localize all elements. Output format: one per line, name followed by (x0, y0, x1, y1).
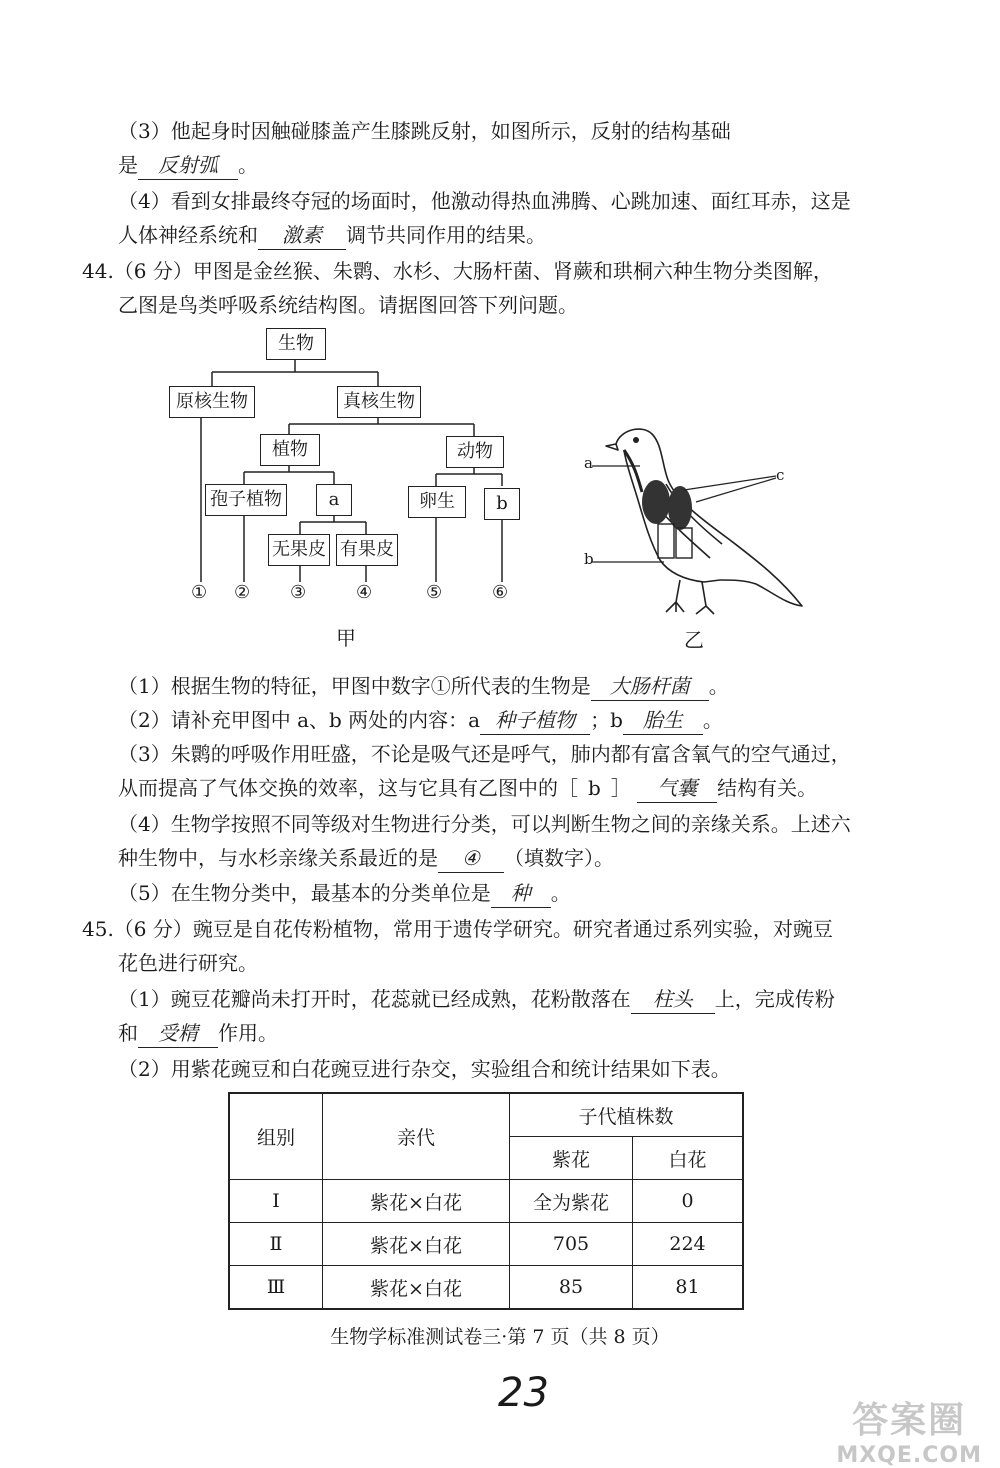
bird-respiratory-figure (580, 420, 820, 640)
watermark-text: 答案圈 (852, 1400, 967, 1441)
answer-fertilization: 受精 (138, 1019, 218, 1048)
answer-species: 种 (491, 879, 551, 908)
handwritten-page-number: 23 (498, 1370, 549, 1416)
q45-sub1-line2: 和 受精 作用。 (118, 1019, 278, 1048)
q45-heading-line2: 花色进行研究。 (118, 951, 258, 975)
node-plant: 植物 (260, 434, 320, 466)
answer-air-sac: 气囊 (637, 774, 717, 803)
q43-part3-line1: （3）他起身时因触碰膝盖产生膝跳反射，如图所示，反射的结构基础 (118, 119, 731, 143)
page-footer: 生物学标准测试卷三·第 7 页（共 8 页） (330, 1326, 670, 1348)
leaf-number-5: ⑤ (426, 582, 443, 603)
answer-number-4: ④ (438, 844, 504, 873)
cell-white: 0 (633, 1180, 744, 1223)
table-row (229, 1266, 743, 1310)
answer-viviparous: 胎生 (623, 706, 703, 735)
leaf-number-4: ④ (356, 582, 373, 603)
q44-sub4-line2: 种生物中，与水杉亲缘关系最近的是 ④ （填数字）。 (118, 844, 614, 873)
answer-letter-b: b (588, 776, 601, 800)
header-offspring: 子代植株数 (510, 1093, 744, 1137)
leaf-number-1: ① (191, 582, 208, 603)
cell-purple: 705 (510, 1223, 633, 1266)
node-organism: 生物 (266, 328, 326, 360)
cell-parent: 紫花×白花 (323, 1266, 510, 1310)
q44-sub5: （5）在生物分类中，最基本的分类单位是 种 。 (118, 879, 571, 908)
leaf-number-2: ② (234, 582, 251, 603)
table-row (229, 1180, 743, 1223)
q45-heading-line1: 45.（6 分）豌豆是自花传粉植物，常用于遗传学研究。研究者通过系列实验，对豌豆 (82, 917, 833, 941)
q43-part4-line1: （4）看到女排最终夺冠的场面时，他激动得热血沸腾、心跳加速、面红耳赤，这是 (118, 189, 851, 213)
q44-sub3-line1: （3）朱鹮的呼吸作用旺盛，不论是吸气还是呼气，肺内都有富含氧气的空气通过， (118, 742, 851, 766)
q43-part3-line2: 是 反射弧 。 (118, 151, 258, 180)
cell-parent: 紫花×白花 (323, 1223, 510, 1266)
answer-stigma: 柱头 (631, 985, 715, 1014)
answer-hormone: 激素 (258, 221, 346, 250)
answer-reflex-arc: 反射弧 (138, 151, 238, 180)
leaf-number-3: ③ (290, 582, 307, 603)
header-purple: 紫花 (510, 1137, 633, 1180)
cell-group: Ⅱ (229, 1223, 323, 1266)
cell-purple: 85 (510, 1266, 633, 1310)
cell-group: Ⅰ (229, 1180, 323, 1223)
bird-label-a: a (584, 454, 593, 472)
node-spore-plant: 孢子植物 (205, 484, 287, 516)
header-parent: 亲代 (323, 1093, 510, 1180)
answer-ecoli: 大肠杆菌 (591, 672, 709, 701)
figure-caption-yi: 乙 (684, 628, 704, 652)
cell-white: 81 (633, 1266, 744, 1310)
q44-sub3-line2: 从而提高了气体交换的效率，这与它具有乙图中的［ b ］ 气囊 结构有关。 (118, 774, 817, 803)
bird-label-c: c (776, 466, 785, 484)
q45-sub1-line1: （1）豌豆花瓣尚未打开时，花蕊就已经成熟，花粉散落在 柱头 上，完成传粉 (118, 985, 835, 1014)
q45-sub2: （2）用紫花豌豆和白花豌豆进行杂交，实验组合和统计结果如下表。 (118, 1057, 731, 1081)
header-white: 白花 (633, 1137, 744, 1180)
node-no-pericarp: 无果皮 (268, 534, 330, 566)
cell-purple: 全为紫花 (510, 1180, 633, 1223)
node-b: b (484, 488, 520, 520)
cell-parent: 紫花×白花 (323, 1180, 510, 1223)
watermark-url: MXQE.COM (836, 1443, 982, 1468)
node-prokaryote: 原核生物 (169, 386, 255, 418)
node-eukaryote: 真核生物 (337, 386, 421, 418)
leaf-number-6: ⑥ (492, 582, 509, 603)
q44-heading-line2: 乙图是鸟类呼吸系统结构图。请据图回答下列问题。 (118, 293, 578, 317)
node-animal: 动物 (446, 436, 504, 468)
watermark-logo (836, 1392, 982, 1468)
header-group: 组别 (229, 1093, 323, 1180)
q44-sub1: （1）根据生物的特征，甲图中数字①所代表的生物是 大肠杆菌 。 (118, 672, 729, 701)
q44-sub4-line1: （4）生物学按照不同等级对生物进行分类，可以判断生物之间的亲缘关系。上述六 (118, 812, 851, 836)
node-a: a (316, 484, 352, 516)
q44-sub2: （2）请补充甲图中 a、b 两处的内容：a 种子植物 ；b 胎生 。 (118, 706, 723, 735)
answer-seed-plant: 种子植物 (480, 706, 590, 735)
cell-group: Ⅲ (229, 1266, 323, 1310)
q44-heading-line1: 44.（6 分）甲图是金丝猴、朱鹮、水杉、大肠杆菌、肾蕨和珙桐六种生物分类图解， (82, 259, 833, 283)
q43-part4-line2: 人体神经系统和 激素 调节共同作用的结果。 (118, 221, 546, 250)
table-row (229, 1223, 743, 1266)
node-pericarp: 有果皮 (336, 534, 398, 566)
pea-cross-table (228, 1092, 744, 1310)
cell-white: 224 (633, 1223, 744, 1266)
bird-label-b: b (584, 550, 594, 568)
figure-caption-jia: 甲 (336, 626, 356, 650)
node-oviparous: 卵生 (408, 486, 466, 518)
